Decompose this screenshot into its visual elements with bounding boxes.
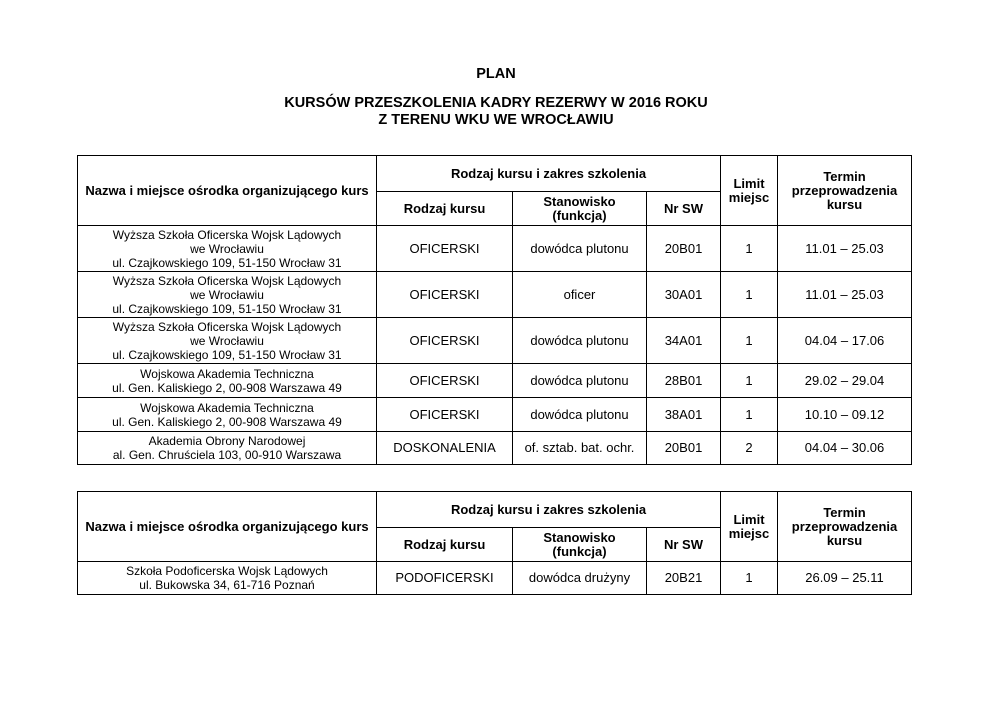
org-name: Wyższa Szkoła Oficerska Wojsk Lądowych: [112, 319, 342, 334]
org-city: we Wrocławiu: [190, 241, 264, 256]
org-address: ul. Czajkowskiego 109, 51-150 Wrocław 31: [112, 255, 342, 270]
org-address: ul. Gen. Kaliskiego 2, 00-908 Warszawa 49: [112, 380, 342, 395]
position-cell: oficer: [513, 272, 647, 318]
document-subtitle-line1: KURSÓW PRZESZKOLENIA KADRY REZERWY W 2016 ROKU: [284, 95, 708, 111]
header-term-line3: kursu: [826, 532, 863, 548]
term-cell: 10.10 – 09.12: [778, 398, 912, 432]
org-cell: [78, 226, 377, 272]
header-position-line2: (funkcja): [552, 543, 607, 559]
org-address: ul. Bukowska 34, 61-716 Poznań: [139, 578, 315, 592]
header-limit-line1: Limit: [733, 511, 765, 527]
limit-cell: 1: [721, 562, 778, 595]
term-cell: 04.04 – 17.06: [778, 318, 912, 364]
table-row: [78, 364, 912, 398]
course-type-cell: OFICERSKI: [377, 226, 513, 272]
org-city: we Wrocławiu: [190, 287, 264, 302]
header-term-line3: kursu: [826, 196, 863, 212]
header-position-line1: Stanowisko: [543, 193, 616, 209]
header-term-line1: Termin: [823, 168, 866, 184]
table-row: [78, 562, 912, 595]
header-term: [778, 156, 912, 226]
nr-sw-cell: 30A01: [647, 272, 721, 318]
nr-sw-cell: 34A01: [647, 318, 721, 364]
header-term-line2: przeprowadzenia: [791, 182, 898, 198]
position-cell: dowódca plutonu: [513, 398, 647, 432]
nco-courses-table: [77, 491, 912, 595]
term-cell: 11.01 – 25.03: [778, 272, 912, 318]
header-position-line1: Stanowisko: [543, 529, 616, 545]
course-type-cell: PODOFICERSKI: [377, 562, 513, 595]
header-position: [513, 528, 647, 562]
header-term: [778, 492, 912, 562]
document-title: PLAN: [476, 66, 516, 82]
nr-sw-cell: 28B01: [647, 364, 721, 398]
header-org: Nazwa i miejsce ośrodka organizującego kurs: [78, 492, 377, 562]
officer-courses-table: [77, 155, 912, 465]
table-row: [78, 398, 912, 432]
limit-cell: 1: [721, 318, 778, 364]
header-term-line1: Termin: [823, 504, 866, 520]
org-address: ul. Czajkowskiego 109, 51-150 Wrocław 31: [112, 301, 342, 316]
limit-cell: 1: [721, 398, 778, 432]
nr-sw-cell: 20B01: [647, 432, 721, 465]
table-row: [78, 432, 912, 465]
header-course-type: Rodzaj kursu: [377, 192, 513, 226]
org-cell: [78, 318, 377, 364]
header-nr-sw: Nr SW: [647, 192, 721, 226]
org-name: Akademia Obrony Narodowej: [148, 434, 306, 448]
nr-sw-cell: 20B21: [647, 562, 721, 595]
org-cell: [78, 364, 377, 398]
course-type-cell: OFICERSKI: [377, 364, 513, 398]
position-cell: dowódca plutonu: [513, 364, 647, 398]
org-cell: [78, 398, 377, 432]
limit-cell: 1: [721, 226, 778, 272]
org-cell: [78, 562, 377, 595]
header-course-group: Rodzaj kursu i zakres szkolenia: [377, 156, 721, 192]
header-org: Nazwa i miejsce ośrodka organizującego kurs: [78, 156, 377, 226]
term-cell: 11.01 – 25.03: [778, 226, 912, 272]
header-course-group: Rodzaj kursu i zakres szkolenia: [377, 492, 721, 528]
nr-sw-cell: 38A01: [647, 398, 721, 432]
org-address: al. Gen. Chruściela 103, 00-910 Warszawa: [112, 448, 342, 462]
header-position-line2: (funkcja): [552, 207, 607, 223]
org-address: ul. Czajkowskiego 109, 51-150 Wrocław 31: [112, 347, 342, 362]
org-name: Szkoła Podoficerska Wojsk Lądowych: [126, 564, 328, 578]
course-type-cell: OFICERSKI: [377, 398, 513, 432]
document-subtitle-line2: Z TERENU WKU WE WROCŁAWIU: [378, 112, 614, 128]
table-row: [78, 272, 912, 318]
limit-cell: 1: [721, 272, 778, 318]
header-course-type: Rodzaj kursu: [377, 528, 513, 562]
header-limit-line2: miejsc: [728, 189, 770, 205]
org-address: ul. Gen. Kaliskiego 2, 00-908 Warszawa 49: [112, 414, 342, 429]
position-cell: of. sztab. bat. ochr.: [513, 432, 647, 465]
org-cell: [78, 432, 377, 465]
position-cell: dowódca drużyny: [513, 562, 647, 595]
org-name: Wyższa Szkoła Oficerska Wojsk Lądowych: [112, 227, 342, 242]
org-cell: [78, 272, 377, 318]
header-limit-line2: miejsc: [728, 525, 770, 541]
nr-sw-cell: 20B01: [647, 226, 721, 272]
term-cell: 26.09 – 25.11: [778, 562, 912, 595]
position-cell: dowódca plutonu: [513, 318, 647, 364]
org-name: Wojskowa Akademia Techniczna: [140, 366, 314, 381]
header-limit: [721, 492, 778, 562]
position-cell: dowódca plutonu: [513, 226, 647, 272]
table-row: [78, 226, 912, 272]
org-name: Wojskowa Akademia Techniczna: [140, 400, 314, 415]
header-term-line2: przeprowadzenia: [791, 518, 898, 534]
course-type-cell: DOSKONALENIA: [377, 432, 513, 465]
header-limit: [721, 156, 778, 226]
table-row: [78, 318, 912, 364]
term-cell: 04.04 – 30.06: [778, 432, 912, 465]
course-type-cell: OFICERSKI: [377, 318, 513, 364]
org-city: we Wrocławiu: [190, 333, 264, 348]
term-cell: 29.02 – 29.04: [778, 364, 912, 398]
org-name: Wyższa Szkoła Oficerska Wojsk Lądowych: [112, 273, 342, 288]
header-nr-sw: Nr SW: [647, 528, 721, 562]
limit-cell: 2: [721, 432, 778, 465]
header-position: [513, 192, 647, 226]
limit-cell: 1: [721, 364, 778, 398]
course-type-cell: OFICERSKI: [377, 272, 513, 318]
header-limit-line1: Limit: [733, 175, 765, 191]
